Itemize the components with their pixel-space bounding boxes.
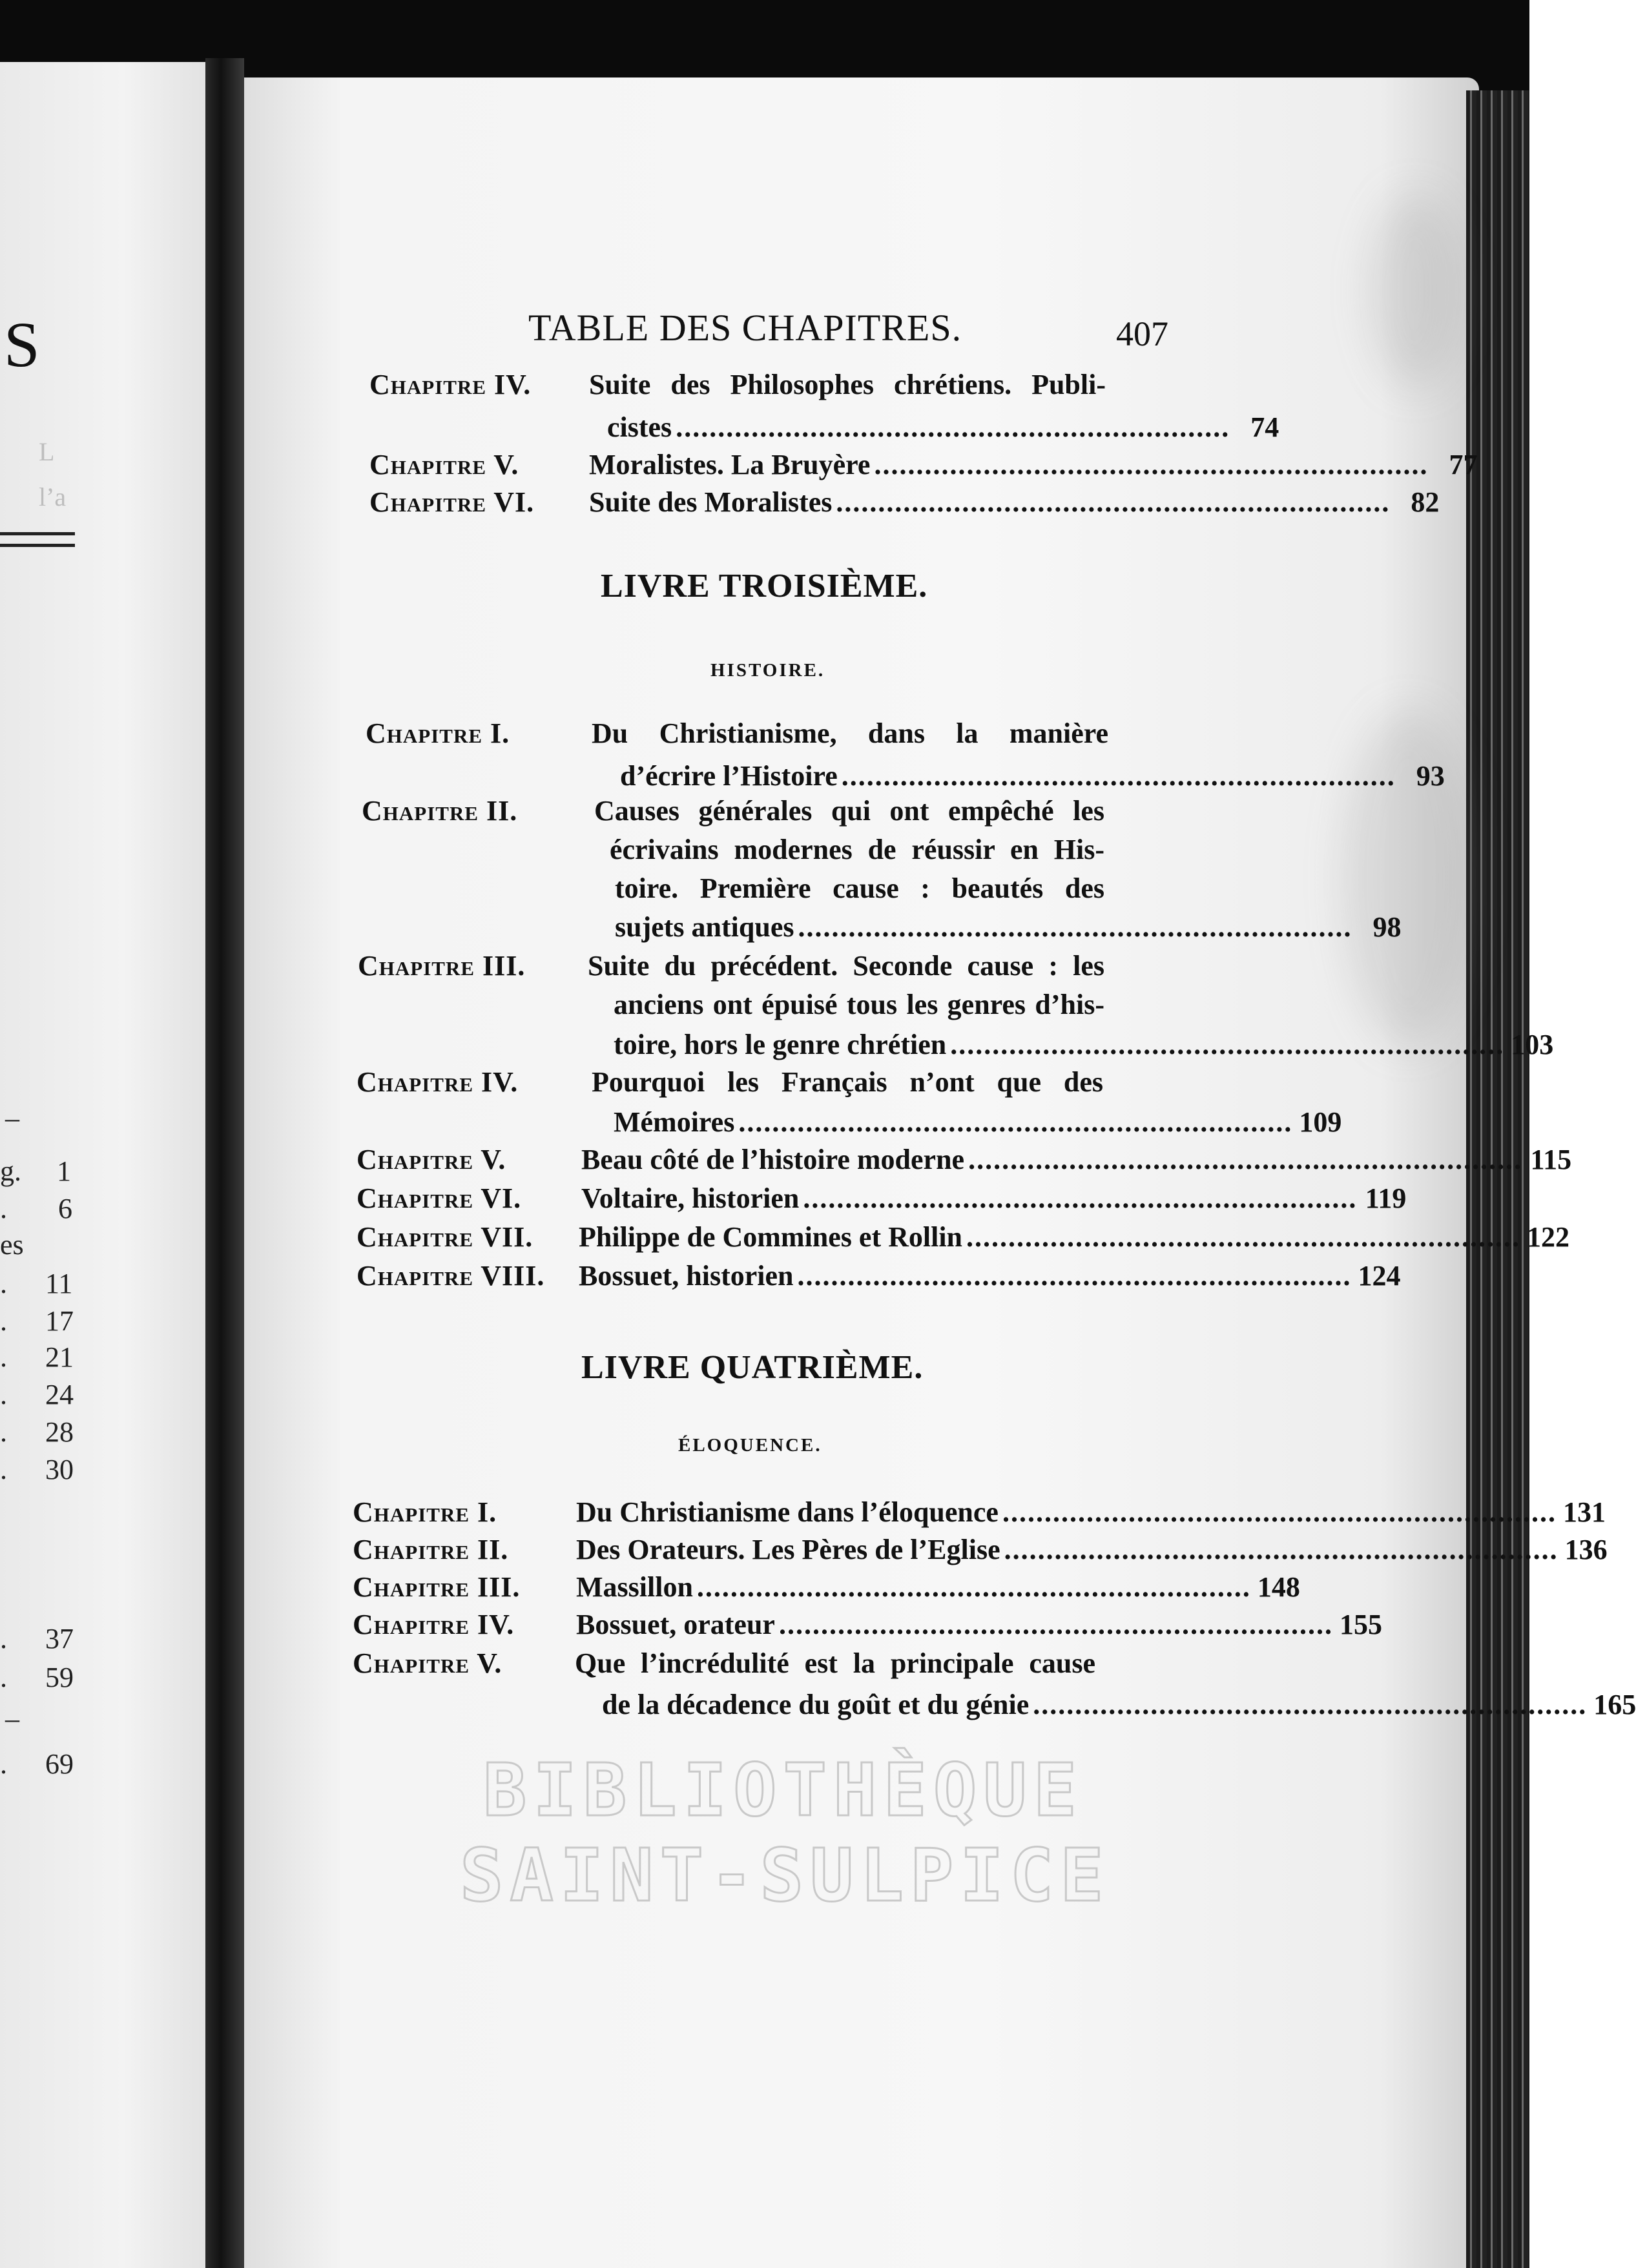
left-page-fragment: . bbox=[0, 1341, 7, 1373]
entry-line bbox=[614, 1106, 1342, 1144]
entry-line bbox=[610, 833, 1104, 872]
entry-text: Du Christianisme dans l’éloquence bbox=[576, 1496, 999, 1528]
book-heading: LIVRE QUATRIÈME. bbox=[581, 1349, 924, 1386]
entry-line bbox=[576, 1608, 1382, 1647]
left-page-number: 37 bbox=[45, 1623, 74, 1655]
leader-dots: .................................................................. bbox=[797, 1260, 1352, 1292]
book-heading: LIVRE TROISIÈME. bbox=[601, 568, 928, 604]
leader-dots: .................................................................. bbox=[1002, 1496, 1557, 1528]
page-ref: 165 bbox=[1593, 1689, 1636, 1720]
chapter-label: Chapitre V. bbox=[357, 1144, 506, 1175]
chapter-label: Chapitre VI. bbox=[369, 486, 535, 518]
chapter-label: Chapitre VI. bbox=[357, 1182, 522, 1214]
page-ref: 74 bbox=[1250, 411, 1279, 443]
leader-dots: .................................................................. bbox=[841, 760, 1396, 792]
leader-dots: .................................................................. bbox=[874, 449, 1429, 480]
page-ref: 77 bbox=[1449, 449, 1478, 480]
left-page-fragment: . bbox=[0, 1416, 7, 1448]
entry-line bbox=[592, 1066, 1103, 1104]
entry-text: Philippe de Commines et Rollin bbox=[579, 1221, 963, 1253]
entry-line bbox=[589, 368, 1106, 407]
page-title: TABLE DES CHAPITRES. bbox=[528, 307, 962, 349]
leader-dots: .................................................................. bbox=[966, 1221, 1521, 1253]
left-page-number: 30 bbox=[45, 1454, 74, 1485]
left-page-faint-text: L bbox=[39, 437, 55, 466]
entry-line bbox=[581, 1182, 1407, 1221]
entry-line bbox=[620, 759, 1445, 798]
left-page-number: 69 bbox=[45, 1748, 74, 1780]
page-ref: 155 bbox=[1339, 1609, 1382, 1640]
entry-line bbox=[589, 448, 1478, 487]
page-ref: 93 bbox=[1416, 760, 1445, 792]
entry-text: toire, hors le genre chrétien bbox=[614, 1029, 947, 1060]
chapter-label: Chapitre I. bbox=[353, 1496, 497, 1528]
left-page-fragment: . bbox=[0, 1662, 7, 1693]
page-ref: 109 bbox=[1299, 1106, 1342, 1138]
entry-line bbox=[589, 486, 1440, 524]
page-number: 407 bbox=[1116, 314, 1168, 353]
page-ref: 115 bbox=[1530, 1144, 1572, 1175]
entry-text: Voltaire, historien bbox=[581, 1182, 800, 1214]
entry-text: Suite du précédent. Seconde cause : les bbox=[588, 950, 1104, 982]
entry-line bbox=[579, 1259, 1401, 1298]
entry-text: Pourquoi les Français n’ont que des bbox=[592, 1066, 1103, 1098]
left-page-fragment: . bbox=[0, 1379, 7, 1410]
leader-dots: .................................................................. bbox=[676, 411, 1230, 443]
left-page-number: 59 bbox=[45, 1662, 74, 1693]
entry-line bbox=[614, 988, 1104, 1027]
chapter-label: Chapitre I. bbox=[366, 717, 510, 749]
entry-line bbox=[615, 911, 1402, 949]
page-ref: 148 bbox=[1257, 1571, 1300, 1603]
entry-text: Bossuet, orateur bbox=[576, 1609, 775, 1640]
entry-text: toire. Première cause : beautés des bbox=[615, 872, 1104, 904]
left-page-number: 24 bbox=[45, 1379, 74, 1410]
left-page-fragment: . bbox=[0, 1193, 7, 1224]
page-ref: 103 bbox=[1511, 1029, 1554, 1060]
left-page-number: 6 bbox=[58, 1193, 72, 1224]
entry-text: anciens ont épuisé tous les genres d’his- bbox=[614, 989, 1104, 1020]
left-page-fragment: . bbox=[0, 1268, 7, 1299]
entry-line bbox=[576, 1496, 1606, 1534]
entry-line bbox=[614, 1028, 1554, 1067]
page-edges bbox=[1466, 90, 1529, 2268]
entry-line bbox=[592, 717, 1108, 756]
entry-line bbox=[594, 794, 1104, 833]
entry-text: Causes générales qui ont empêché les bbox=[594, 795, 1104, 827]
leader-dots: .................................................................. bbox=[738, 1106, 1293, 1138]
entry-line bbox=[615, 872, 1104, 911]
entry-text: Mémoires bbox=[614, 1106, 735, 1138]
entry-line bbox=[588, 949, 1104, 988]
left-page-heading-letter: S bbox=[4, 309, 40, 380]
leader-dots: .................................................................. bbox=[1004, 1534, 1558, 1565]
left-page-fragment: – bbox=[5, 1703, 19, 1735]
library-stamp-line-2: SAINT-SULPICE bbox=[460, 1834, 1110, 1918]
left-page-number: 1 bbox=[57, 1155, 71, 1187]
entry-line bbox=[579, 1221, 1570, 1259]
section-heading: HISTOIRE. bbox=[710, 660, 825, 681]
chapter-label: Chapitre IV. bbox=[353, 1609, 515, 1640]
chapter-label: Chapitre IV. bbox=[357, 1066, 519, 1098]
entry-text: Moralistes. La Bruyère bbox=[589, 449, 871, 480]
page-ref: 136 bbox=[1564, 1534, 1608, 1565]
entry-line bbox=[576, 1571, 1300, 1609]
entry-line bbox=[602, 1688, 1636, 1727]
entry-line bbox=[575, 1647, 1095, 1686]
left-page-number: 17 bbox=[45, 1305, 74, 1337]
left-page-number: 21 bbox=[45, 1341, 74, 1373]
library-stamp-line-1: BIBLIOTHÈQUE bbox=[483, 1749, 1084, 1833]
page-ref: 98 bbox=[1372, 911, 1402, 943]
entry-line bbox=[581, 1143, 1572, 1182]
entry-text: Suite des Moralistes bbox=[589, 486, 833, 518]
left-page-rule bbox=[0, 532, 75, 535]
left-page-rule bbox=[0, 544, 75, 547]
leader-dots: .................................................................. bbox=[778, 1609, 1333, 1640]
leader-dots: .................................................................. bbox=[696, 1571, 1251, 1603]
entry-text: Bossuet, historien bbox=[579, 1260, 794, 1292]
left-page-number: 11 bbox=[45, 1268, 73, 1299]
entry-text: Suite des Philosophes chrétiens. Publi- bbox=[589, 369, 1106, 400]
left-page-faint-text: l’a bbox=[39, 482, 67, 511]
entry-line bbox=[576, 1533, 1608, 1572]
entry-text: Des Orateurs. Les Pères de l’Eglise bbox=[576, 1534, 1000, 1565]
entry-text: Que l’incrédulité est la principale cause bbox=[575, 1647, 1095, 1679]
left-page-fragment: g. bbox=[0, 1155, 21, 1187]
leader-dots: .................................................................. bbox=[803, 1182, 1358, 1214]
leader-dots: .................................................................. bbox=[798, 911, 1352, 943]
section-heading: ÉLOQUENCE. bbox=[678, 1435, 822, 1456]
left-page-fragment: es bbox=[0, 1229, 24, 1261]
book-gutter bbox=[205, 58, 244, 2268]
page-ref: 124 bbox=[1358, 1260, 1401, 1292]
entry-text: sujets antiques bbox=[615, 911, 794, 943]
chapter-label: Chapitre VII. bbox=[357, 1221, 533, 1253]
leader-dots: .................................................................. bbox=[836, 486, 1391, 518]
left-page-fragment: . bbox=[0, 1748, 7, 1780]
entry-text: d’écrire l’Histoire bbox=[620, 760, 838, 792]
chapter-label: Chapitre V. bbox=[369, 449, 519, 480]
entry-text: écrivains modernes de réussir en His- bbox=[610, 834, 1104, 865]
entry-text: Massillon bbox=[576, 1571, 693, 1603]
entry-text: cistes bbox=[607, 411, 672, 443]
chapter-label: Chapitre II. bbox=[353, 1534, 509, 1565]
page-ref: 119 bbox=[1365, 1182, 1407, 1214]
left-page-fragment: – bbox=[5, 1102, 19, 1134]
left-page bbox=[0, 62, 205, 2268]
page-stain bbox=[1369, 194, 1460, 387]
chapter-label: Chapitre III. bbox=[353, 1571, 521, 1603]
chapter-label: Chapitre II. bbox=[362, 795, 518, 827]
left-page-fragment: . bbox=[0, 1623, 7, 1655]
left-page-number: 28 bbox=[45, 1416, 74, 1448]
chapter-label: Chapitre III. bbox=[358, 950, 526, 982]
page-ref: 131 bbox=[1562, 1496, 1606, 1528]
leader-dots: .................................................................. bbox=[968, 1144, 1523, 1175]
entry-text: Du Christianisme, dans la manière bbox=[592, 717, 1108, 749]
leader-dots: .................................................................. bbox=[1033, 1689, 1588, 1720]
page-ref: 122 bbox=[1527, 1221, 1570, 1253]
left-page-fragment: . bbox=[0, 1454, 7, 1485]
chapter-label: Chapitre IV. bbox=[369, 369, 532, 400]
chapter-label: Chapitre V. bbox=[353, 1647, 502, 1679]
page-ref: 82 bbox=[1411, 486, 1440, 518]
left-page-fragment: . bbox=[0, 1305, 7, 1337]
chapter-label: Chapitre VIII. bbox=[357, 1260, 545, 1292]
entry-text: Beau côté de l’histoire moderne bbox=[581, 1144, 965, 1175]
leader-dots: .................................................................. bbox=[950, 1029, 1505, 1060]
entry-text: de la décadence du goût et du génie bbox=[602, 1689, 1030, 1720]
entry-line bbox=[607, 411, 1279, 449]
